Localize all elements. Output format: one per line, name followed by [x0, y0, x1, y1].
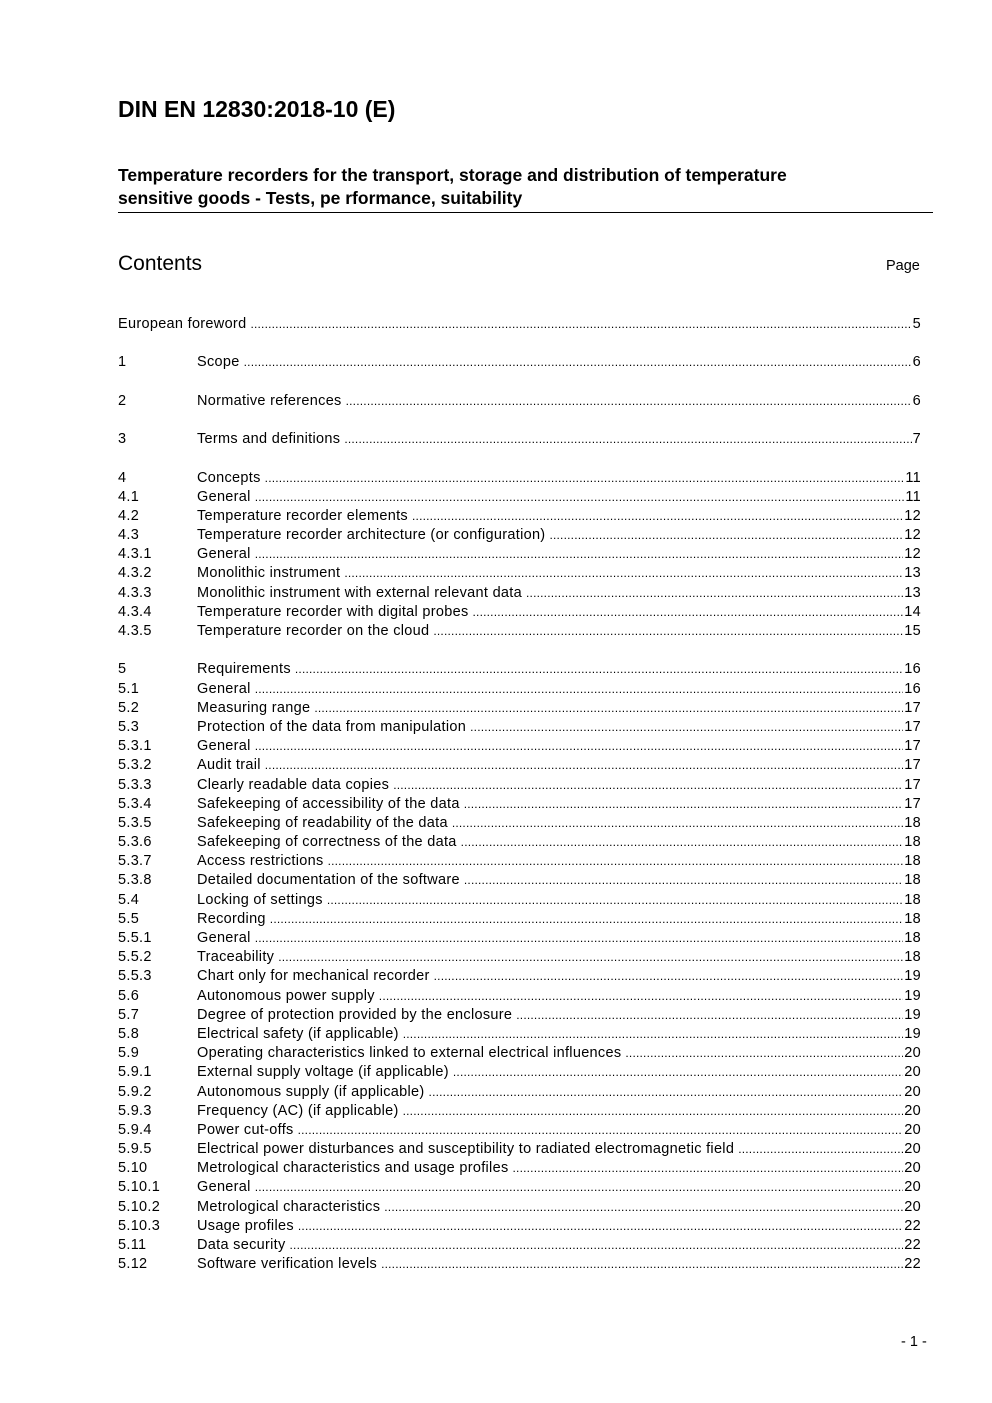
- toc-dot-leader: [290, 1236, 904, 1255]
- toc-entry-number: 5.3.1: [118, 738, 152, 755]
- toc-entry[interactable]: [118, 833, 921, 852]
- toc-entry-line: [197, 814, 921, 833]
- toc-entry-line: [197, 1063, 921, 1082]
- toc-dot-leader: [453, 1063, 903, 1082]
- toc-entry-page: 5: [912, 316, 921, 332]
- toc-entry[interactable]: [118, 1044, 921, 1063]
- toc-entry-title: Metrological characteristics and usage profiles: [197, 1160, 509, 1177]
- toc-entry-number: 5.2: [118, 699, 140, 716]
- toc-entry-number: 1: [118, 354, 127, 371]
- toc-entry-title: General: [197, 738, 251, 755]
- toc-entry-number: 5.1: [118, 680, 140, 697]
- toc-entry-line: [197, 1083, 921, 1102]
- toc-entry-title: Autonomous supply (if applicable): [197, 1083, 425, 1100]
- toc-entry-line: [197, 987, 921, 1006]
- toc-entry-page: 17: [904, 776, 921, 793]
- toc-entry-page: 13: [904, 565, 921, 582]
- toc-entry-number: 5.10.3: [118, 1217, 161, 1234]
- toc-dot-leader: [429, 1083, 904, 1102]
- document-subtitle: [118, 164, 933, 213]
- toc-entry[interactable]: [118, 948, 921, 967]
- toc-entry-title: General: [197, 1179, 251, 1196]
- toc-entry[interactable]: [118, 507, 921, 526]
- toc-entry-line: [197, 1121, 921, 1140]
- toc-entry-title: General: [197, 680, 251, 697]
- toc-entry-page: 14: [904, 603, 921, 620]
- toc-entry[interactable]: [118, 545, 921, 564]
- toc-entry-number: 4.3: [118, 527, 140, 544]
- contents-title: Contents: [118, 252, 203, 275]
- toc-entry-number: 5.3.8: [118, 872, 152, 889]
- toc-entry-page: 22: [904, 1237, 921, 1253]
- toc-entry[interactable]: [118, 776, 921, 795]
- toc-dot-leader: [384, 1198, 903, 1217]
- toc-entry-number: 5.10.1: [118, 1179, 161, 1196]
- toc-entry[interactable]: [118, 699, 921, 718]
- table-of-contents: [118, 315, 921, 1274]
- toc-entry-title: Concepts: [197, 469, 261, 486]
- toc-entry-number: 4.3.5: [118, 623, 152, 639]
- toc-entry-number: 5.9.1: [118, 1064, 152, 1081]
- toc-entry-title: Temperature recorder elements: [197, 507, 408, 524]
- toc-entry[interactable]: [118, 1063, 921, 1082]
- toc-entry-line: [197, 1178, 921, 1197]
- toc-dot-leader: [295, 660, 903, 679]
- toc-entry[interactable]: [118, 795, 921, 814]
- toc-entry[interactable]: [118, 1140, 921, 1159]
- toc-dot-leader: [344, 564, 903, 583]
- toc-dot-leader: [278, 948, 903, 967]
- toc-entry-line: [197, 1159, 921, 1178]
- toc-entry-number: 4: [118, 469, 127, 486]
- toc-entry-line: [197, 1006, 921, 1025]
- toc-entry-number: 5.8: [118, 1025, 140, 1042]
- toc-entry-title: External supply voltage (if applicable): [197, 1064, 449, 1081]
- toc-entry-page: 17: [904, 795, 921, 812]
- toc-entry-title: Traceability: [197, 949, 275, 966]
- toc-entry-title: Requirements: [197, 661, 291, 678]
- toc-entry-title: Safekeeping of readability of the data: [197, 814, 448, 831]
- toc-entry[interactable]: [118, 814, 921, 833]
- toc-entry-line: [197, 929, 921, 948]
- toc-entry-page: 18: [904, 949, 921, 966]
- toc-entry-title: Monolithic instrument: [197, 565, 341, 582]
- toc-entry[interactable]: [118, 718, 921, 737]
- toc-entry-number: 4.1: [118, 488, 140, 505]
- toc-entry-number: 5.5.3: [118, 968, 152, 985]
- toc-entry-title: Measuring range: [197, 699, 311, 716]
- toc-entry[interactable]: [118, 929, 921, 948]
- document-id: DIN EN 12830:2018-10 (E): [118, 96, 396, 122]
- toc-entry-number: 5.3.2: [118, 757, 152, 774]
- toc-entry-title: Detailed documentation of the software: [197, 872, 460, 889]
- toc-entry[interactable]: [118, 680, 921, 699]
- toc-entry-line: [197, 392, 921, 411]
- toc-entry[interactable]: [118, 1217, 921, 1236]
- toc-entry-number: 5.10: [118, 1160, 148, 1177]
- toc-dot-leader: [549, 526, 903, 545]
- toc-dot-leader: [412, 507, 903, 526]
- toc-entry-number: 4.3.2: [118, 565, 152, 582]
- toc-entry-number: 5.12: [118, 1256, 148, 1273]
- toc-entry-page: 17: [904, 757, 921, 774]
- toc-dot-leader: [470, 718, 903, 737]
- toc-entry-title: Power cut-offs: [197, 1121, 294, 1138]
- toc-dot-leader: [464, 871, 903, 890]
- toc-entry-title: General: [197, 930, 251, 946]
- toc-entry-title: Data security: [197, 1237, 286, 1253]
- toc-entry-title: Safekeeping of accessibility of the data: [197, 795, 460, 812]
- toc-entry[interactable]: [118, 852, 921, 871]
- toc-dot-leader: [298, 1217, 903, 1236]
- toc-entry-page: 17: [904, 738, 921, 755]
- toc-dot-leader: [344, 430, 911, 449]
- toc-dot-leader: [513, 1159, 904, 1178]
- toc-entry-title: General: [197, 546, 251, 563]
- toc-entry[interactable]: [118, 1006, 921, 1025]
- toc-entry[interactable]: [118, 871, 921, 890]
- toc-entry-number: 5.5.1: [118, 930, 152, 946]
- toc-entry-line: [197, 852, 921, 871]
- toc-entry-title: Temperature recorder on the cloud: [197, 623, 430, 639]
- toc-entry-page: 6: [912, 392, 921, 409]
- toc-entry[interactable]: [118, 392, 921, 411]
- toc-entry[interactable]: [118, 1102, 921, 1121]
- toc-entry-page: 20: [904, 1121, 921, 1138]
- toc-entry-number: 5.9.2: [118, 1083, 152, 1100]
- toc-entry-page: 11: [905, 488, 921, 505]
- toc-entry-number: 4.3.1: [118, 546, 152, 563]
- toc-entry-line: [197, 430, 921, 449]
- toc-dot-leader: [255, 545, 904, 564]
- toc-entry[interactable]: [118, 967, 921, 986]
- toc-entry-title: Software verification levels: [197, 1256, 378, 1273]
- toc-entry-line: [197, 622, 921, 641]
- toc-entry-line: [197, 737, 921, 756]
- toc-entry[interactable]: [118, 488, 921, 507]
- toc-dot-leader: [255, 488, 905, 507]
- toc-entry[interactable]: [118, 660, 921, 679]
- toc-entry-page: 18: [904, 872, 921, 889]
- subtitle-line-2: sensitive goods - Tests, pe rformance, suitability: [118, 188, 523, 208]
- toc-entry-number: 5: [118, 661, 127, 678]
- toc-dot-leader: [255, 680, 904, 699]
- toc-dot-leader: [298, 1121, 904, 1140]
- toc-entry-number: 5.9: [118, 1045, 140, 1062]
- toc-entry-page: 22: [904, 1256, 921, 1273]
- toc-entry-title: Safekeeping of correctness of the data: [197, 834, 457, 851]
- toc-entry-page: 20: [904, 1198, 921, 1215]
- toc-entry[interactable]: [118, 469, 921, 488]
- toc-entry-title: Audit trail: [197, 757, 261, 774]
- toc-entry-line: [197, 1255, 921, 1274]
- toc-entry-page: 20: [904, 1141, 921, 1158]
- toc-entry-number: 3: [118, 431, 127, 448]
- toc-entry-line: [197, 353, 921, 372]
- toc-entry-line: [197, 526, 921, 545]
- toc-dot-leader: [244, 353, 912, 372]
- toc-entry-line: [197, 756, 921, 775]
- toc-dot-leader: [403, 1025, 904, 1044]
- toc-entry-line: [197, 871, 921, 890]
- toc-entry-title: Locking of settings: [197, 891, 323, 908]
- toc-entry-number: 5.10.2: [118, 1198, 161, 1215]
- toc-entry-title: Normative references: [197, 392, 342, 409]
- toc-dot-leader: [625, 1044, 903, 1063]
- toc-entry-page: 19: [904, 987, 921, 1004]
- toc-entry-title: Access restrictions: [197, 853, 324, 870]
- toc-entry-page: 12: [904, 546, 921, 563]
- toc-entry-number: 5.3.3: [118, 776, 152, 793]
- toc-dot-leader: [393, 776, 903, 795]
- toc-entry-page: 22: [904, 1217, 921, 1234]
- toc-dot-leader: [381, 1255, 903, 1274]
- toc-entry-page: 18: [904, 930, 921, 946]
- toc-entry-page: 6: [912, 354, 921, 371]
- toc-entry-number: 2: [118, 392, 127, 409]
- toc-entry[interactable]: [118, 1236, 921, 1255]
- toc-entry-title: Protection of the data from manipulation: [197, 718, 467, 735]
- toc-entry-title: Usage profiles: [197, 1217, 294, 1234]
- toc-entry-page: 19: [904, 1006, 921, 1023]
- toc-entry-page: 7: [912, 431, 921, 448]
- toc-entry-line: [197, 718, 921, 737]
- toc-entry-page: 15: [904, 623, 921, 639]
- toc-entry-page: 19: [904, 1025, 921, 1042]
- toc-entry-page: 18: [904, 910, 921, 927]
- toc-entry[interactable]: [118, 430, 921, 449]
- toc-entry-line: [197, 660, 921, 679]
- toc-dot-leader: [327, 891, 903, 910]
- toc-entry[interactable]: [118, 1198, 921, 1217]
- toc-entry-page: 19: [904, 968, 921, 985]
- toc-entry-line: [197, 1198, 921, 1217]
- toc-entry-page: 18: [904, 853, 921, 870]
- toc-entry-page: 12: [904, 527, 921, 544]
- toc-entry-line: [197, 1217, 921, 1236]
- toc-entry-page: 16: [904, 661, 921, 678]
- toc-entry-line: [197, 1044, 921, 1063]
- toc-dot-leader: [403, 1102, 904, 1121]
- toc-entry-number: 5.9.4: [118, 1121, 152, 1138]
- toc-entry-title: Electrical power disturbances and susceptibility to radiated electromagnetic field: [197, 1141, 735, 1158]
- toc-entry[interactable]: [118, 353, 921, 372]
- toc-entry-title: Operating characteristics linked to external electrical influences: [197, 1045, 622, 1062]
- toc-dot-leader: [314, 699, 903, 718]
- toc-entry[interactable]: [118, 1159, 921, 1178]
- toc-entry-line: [197, 967, 921, 986]
- toc-dot-leader: [461, 833, 904, 852]
- toc-entry-number: 5.9.3: [118, 1102, 152, 1119]
- toc-dot-leader: [250, 315, 911, 334]
- toc-dot-leader: [433, 622, 903, 641]
- toc-entry[interactable]: [118, 910, 921, 929]
- toc-entry-title: Monolithic instrument with external relevant data: [197, 584, 522, 601]
- toc-entry-number: 5.4: [118, 891, 140, 908]
- toc-entry-title: European foreword: [118, 316, 247, 332]
- toc-entry-page: 20: [904, 1179, 921, 1196]
- toc-entry-number: 5.6: [118, 987, 140, 1004]
- toc-entry-number: 5.9.5: [118, 1141, 152, 1158]
- toc-entry-number: 5.3: [118, 718, 140, 735]
- toc-entry-title: Clearly readable data copies: [197, 776, 390, 793]
- toc-entry-line: [197, 507, 921, 526]
- toc-dot-leader: [464, 795, 904, 814]
- toc-entry[interactable]: [118, 584, 921, 603]
- toc-entry-line: [197, 776, 921, 795]
- toc-entry[interactable]: [118, 1255, 921, 1274]
- toc-entry-title: Metrological characteristics: [197, 1198, 381, 1215]
- toc-entry-title: Autonomous power supply: [197, 987, 375, 1004]
- toc-entry[interactable]: [118, 315, 921, 334]
- toc-entry-title: Temperature recorder architecture (or configuration): [197, 527, 546, 544]
- toc-entry-line: [197, 1102, 921, 1121]
- toc-entry-title: Temperature recorder with digital probes: [197, 603, 469, 620]
- toc-entry-title: Degree of protection provided by the enclosure: [197, 1006, 513, 1023]
- toc-entry-page: 18: [904, 834, 921, 851]
- toc-entry-line: [197, 488, 921, 507]
- toc-entry-number: 5.7: [118, 1006, 140, 1023]
- toc-entry-line: [197, 1025, 921, 1044]
- toc-entry-line: [197, 564, 921, 583]
- toc-entry-line: [197, 545, 921, 564]
- toc-entry-line: [197, 584, 921, 603]
- toc-entry[interactable]: [118, 603, 921, 622]
- toc-entry[interactable]: [118, 622, 921, 641]
- toc-entry-number: 5.11: [118, 1237, 147, 1253]
- page-column-label: Page: [886, 258, 920, 274]
- toc-entry-line: [197, 1236, 921, 1255]
- toc-dot-leader: [516, 1006, 903, 1025]
- toc-entry-title: General: [197, 488, 251, 505]
- footer-page-number: - 1 -: [901, 1334, 927, 1350]
- toc-dot-leader: [738, 1140, 903, 1159]
- toc-entry-title: Electrical safety (if applicable): [197, 1025, 399, 1042]
- toc-dot-leader: [346, 392, 912, 411]
- toc-entry-number: 4.3.4: [118, 603, 152, 620]
- toc-entry-line: [197, 795, 921, 814]
- toc-entry[interactable]: [118, 1178, 921, 1197]
- toc-entry-number: 5.5.2: [118, 949, 152, 966]
- toc-entry-title: Frequency (AC) (if applicable): [197, 1102, 399, 1119]
- toc-entry-page: 20: [904, 1045, 921, 1062]
- toc-entry-page: 12: [904, 507, 921, 524]
- toc-entry-line: [197, 833, 921, 852]
- toc-dot-leader: [379, 987, 903, 1006]
- toc-dot-leader: [265, 469, 905, 488]
- toc-entry-line: [197, 1140, 921, 1159]
- toc-entry-number: 5.3.5: [118, 814, 152, 831]
- toc-entry-line: [118, 315, 921, 334]
- toc-entry-page: 16: [904, 680, 921, 697]
- toc-entry-number: 5.3.7: [118, 853, 152, 870]
- toc-entry-page: 20: [904, 1064, 921, 1081]
- toc-entry-title: Chart only for mechanical recorder: [197, 968, 430, 985]
- toc-entry-number: 5.3.6: [118, 834, 152, 851]
- toc-entry[interactable]: [118, 891, 921, 910]
- toc-entry-line: [197, 603, 921, 622]
- toc-dot-leader: [270, 910, 903, 929]
- toc-entry[interactable]: [118, 1121, 921, 1140]
- toc-entry-number: 4.3.3: [118, 584, 152, 601]
- toc-entry-page: 17: [904, 699, 921, 716]
- toc-dot-leader: [526, 584, 903, 603]
- toc-entry-line: [197, 699, 921, 718]
- toc-dot-leader: [434, 967, 904, 986]
- toc-entry[interactable]: [118, 987, 921, 1006]
- toc-entry-line: [197, 910, 921, 929]
- toc-entry-page: 17: [904, 718, 921, 735]
- toc-dot-leader: [452, 814, 903, 833]
- subtitle-line-1: Temperature recorders for the transport, storage and distribution of temperature: [118, 165, 787, 185]
- toc-entry-page: 18: [904, 891, 921, 908]
- toc-entry-page: 20: [904, 1102, 921, 1119]
- toc-entry[interactable]: [118, 1025, 921, 1044]
- toc-entry-line: [197, 680, 921, 699]
- toc-entry[interactable]: [118, 756, 921, 775]
- toc-entry[interactable]: [118, 526, 921, 545]
- toc-dot-leader: [255, 737, 904, 756]
- toc-dot-leader: [473, 603, 904, 622]
- toc-entry-number: 5.3.4: [118, 795, 152, 812]
- toc-entry-page: 18: [904, 814, 921, 831]
- toc-entry-title: Terms and definitions: [197, 431, 341, 448]
- toc-entry[interactable]: [118, 1083, 921, 1102]
- toc-dot-leader: [265, 756, 904, 775]
- toc-entry-line: [197, 891, 921, 910]
- toc-dot-leader: [328, 852, 904, 871]
- toc-entry-page: 20: [904, 1083, 921, 1100]
- toc-entry-page: 13: [904, 584, 921, 601]
- toc-entry-title: Recording: [197, 910, 266, 927]
- toc-entry[interactable]: [118, 737, 921, 756]
- toc-entry[interactable]: [118, 564, 921, 583]
- toc-entry-line: [197, 948, 921, 967]
- toc-entry-title: Scope: [197, 354, 240, 371]
- toc-dot-leader: [255, 1178, 904, 1197]
- toc-entry-line: [197, 469, 921, 488]
- toc-entry-number: 5.5: [118, 910, 140, 927]
- toc-entry-page: 11: [905, 469, 921, 486]
- toc-dot-leader: [255, 929, 904, 948]
- toc-entry-page: 20: [904, 1160, 921, 1177]
- toc-entry-number: 4.2: [118, 507, 140, 524]
